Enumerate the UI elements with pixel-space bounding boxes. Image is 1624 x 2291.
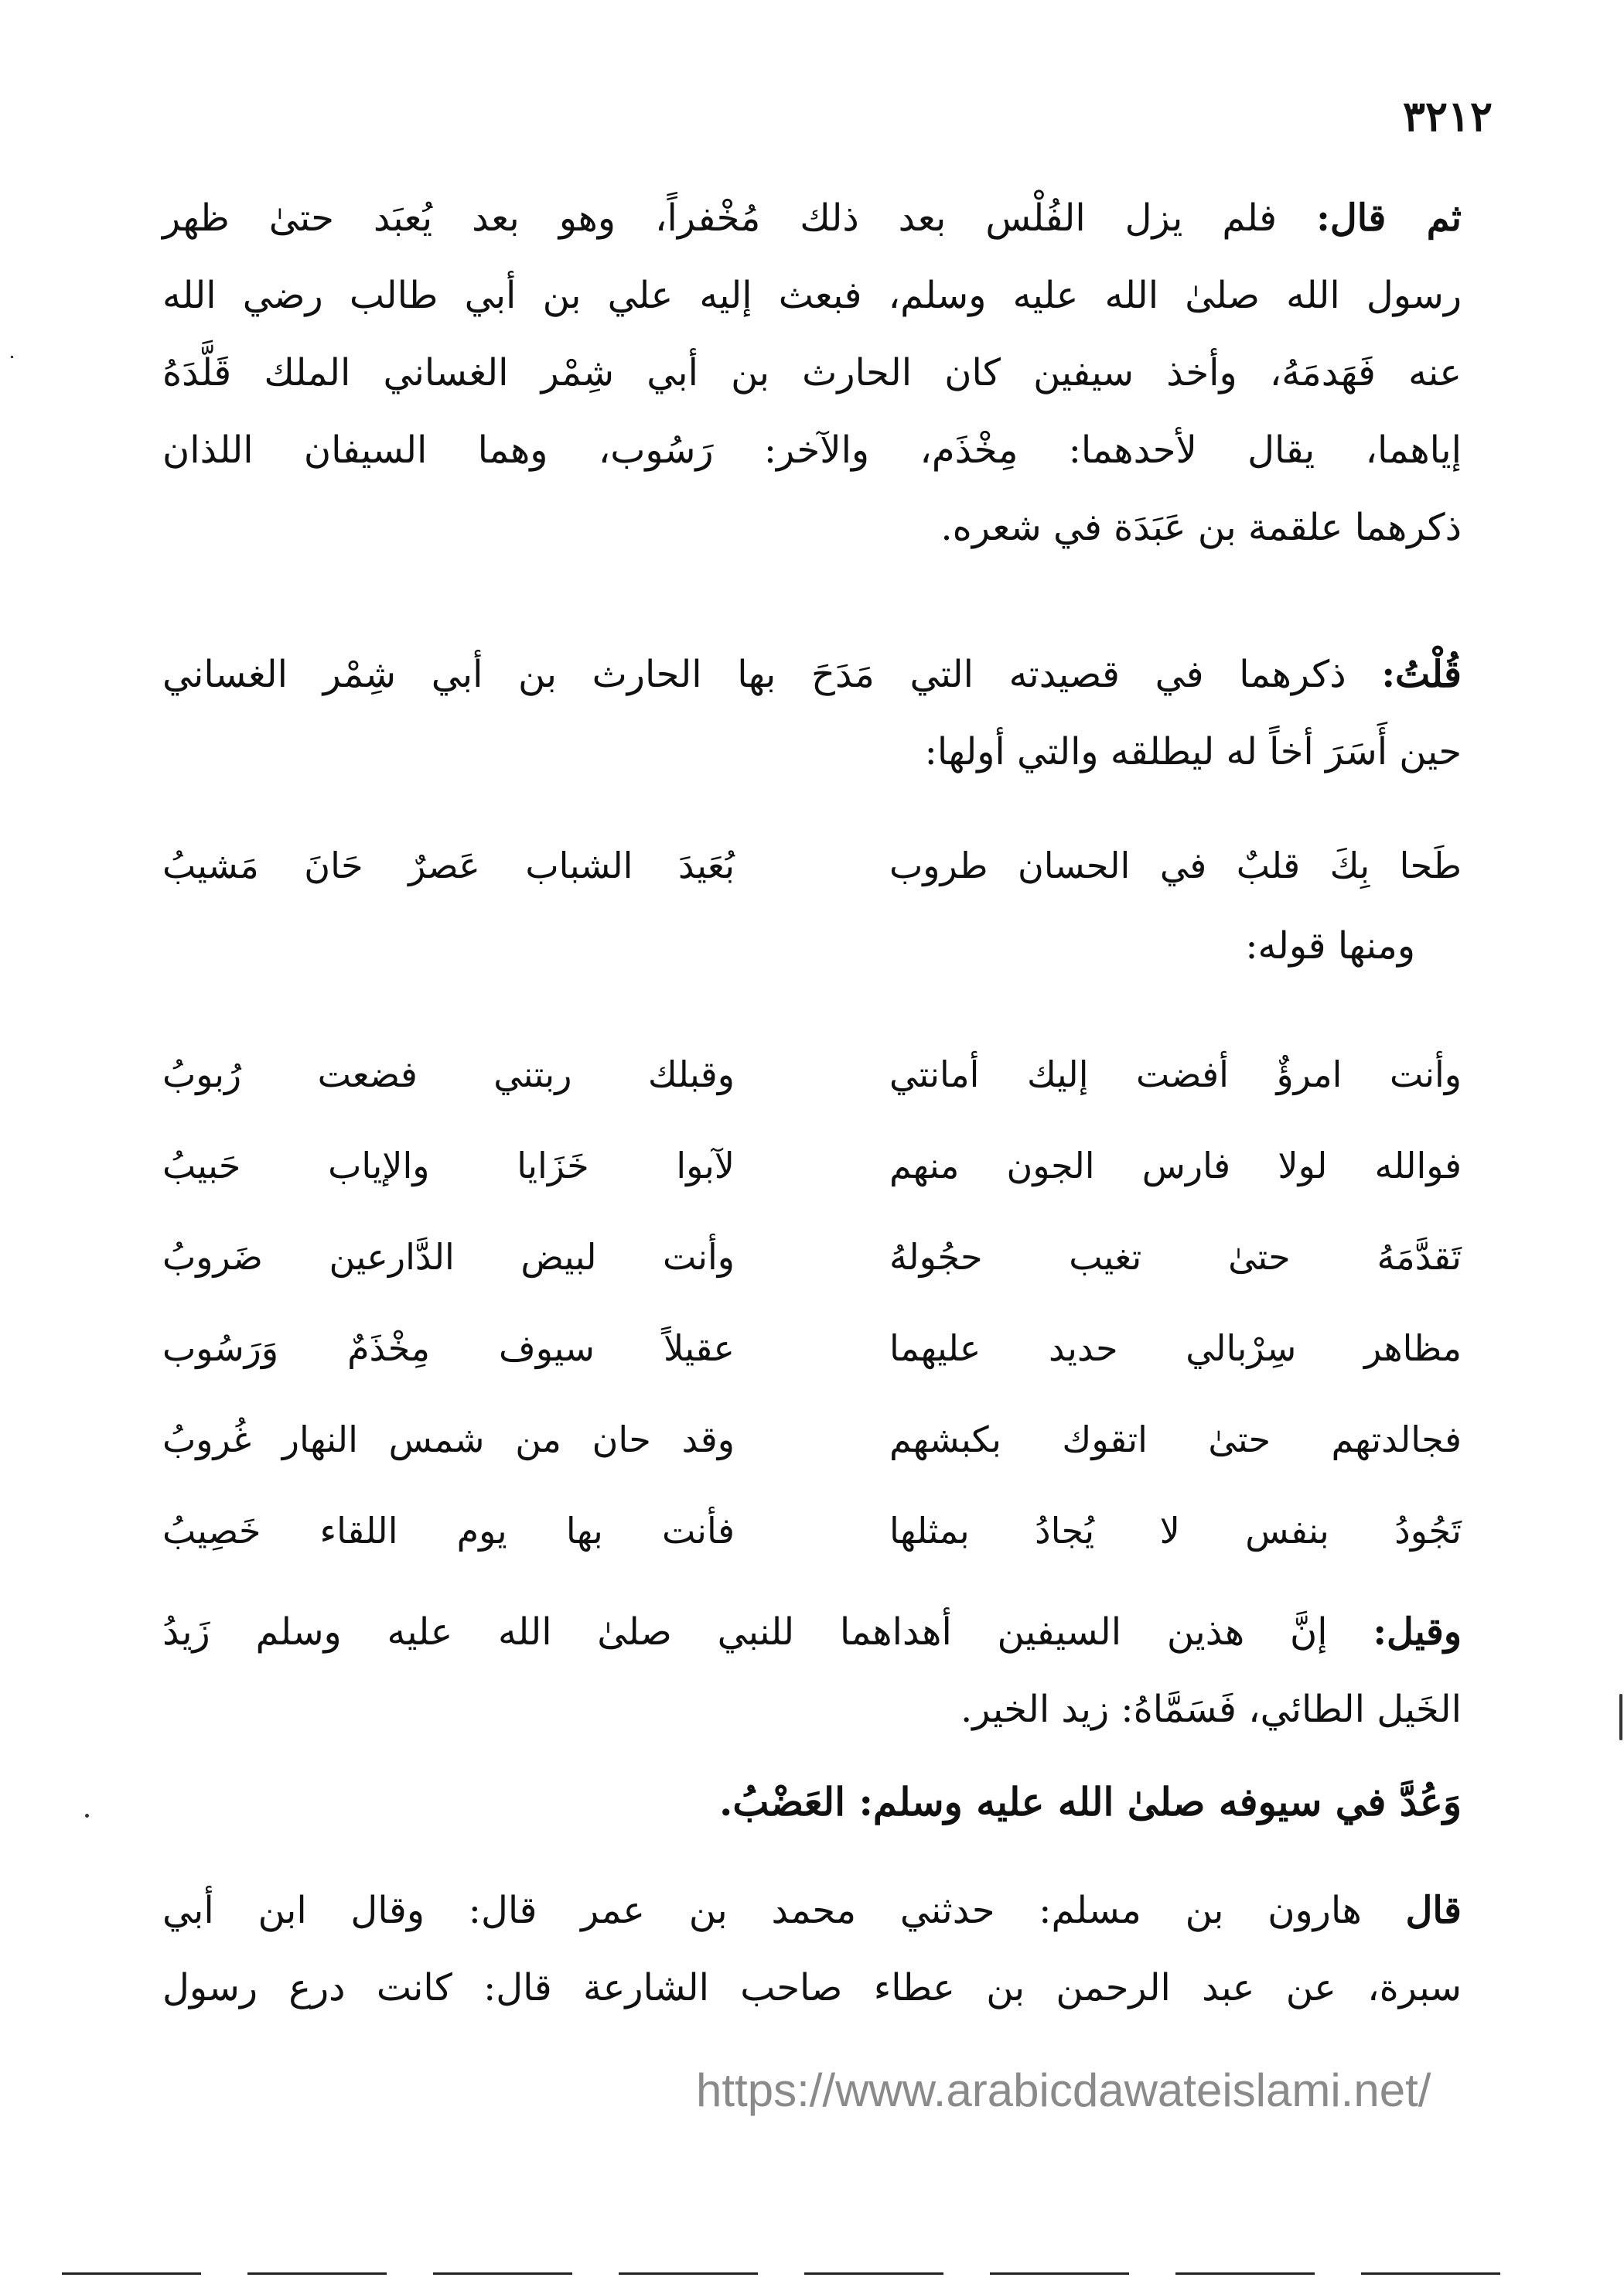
verse-row [162, 1120, 1462, 1211]
scan-speck [85, 1814, 89, 1818]
verse-first-hemistich: طَحا بِكَ قلبٌ في الحسان طروب [889, 845, 1462, 886]
paragraph-text: ذكرهما في قصيدته التي مَدَحَ بها الحارث بن أبي شِمْر الغساني [162, 653, 1346, 696]
verse-row [162, 1303, 1462, 1394]
paragraph-line: رسول الله صلىٰ الله عليه وسلم، فبعث إليه علي بن أبي طالب رضي الله [162, 274, 1462, 317]
verse-first-hemistich: تَقدَّمَهُ حتىٰ تغيب حجُولهُ [889, 1236, 1462, 1278]
verse-second-hemistich: وقد حان من شمس النهار غُروبُ [162, 1419, 735, 1460]
paragraph-text: هارون بن مسلم: حدثني محمد بن عمر قال: وقال ابن أبي [162, 1889, 1362, 1932]
verse-first-hemistich: فجالدتهم حتىٰ اتقوك بكبشهم [889, 1419, 1462, 1460]
verse-second-hemistich: بُعَيدَ الشباب عَصرٌ حَانَ مَشيبُ [162, 845, 735, 886]
paragraph-line: ذكرهما علقمة بن عَبَدَة في شعره. [940, 506, 1462, 549]
verse-list [162, 1029, 1462, 1576]
paragraph-line [162, 1593, 1462, 1671]
verse-row [162, 1485, 1462, 1576]
paragraph-line [162, 636, 1462, 713]
verse-opening [162, 820, 1462, 911]
paragraph-lead: قُلْتُ: [1381, 653, 1462, 696]
footer-rule [1361, 2272, 1500, 2275]
verse-first-hemistich: مظاهر سِرْبالي حديد عليهما [889, 1327, 1462, 1369]
footer-rule [62, 2272, 201, 2275]
footer-rule [1175, 2272, 1315, 2275]
verse-second-hemistich: وقبلك ربتني فضعت رُبوبُ [162, 1053, 735, 1095]
verse-second-hemistich: عقيلاً سيوف مِخْذَمٌ وَرَسُوب [162, 1327, 735, 1369]
verse-second-hemistich: لآبوا خَزَايا والإياب حَبيبُ [162, 1145, 735, 1186]
paragraph-text: إنَّ هذين السيفين أهداهما للنبي صلىٰ الله عليه وسلم زَيدُ [162, 1610, 1328, 1654]
footer-rule [990, 2272, 1129, 2275]
scan-edge-mark [1619, 1694, 1622, 1740]
verse-first-hemistich: وأنت امرؤٌ أفضت إليك أمانتي [889, 1053, 1462, 1095]
paragraph-line [162, 1872, 1462, 1949]
paragraph-line: الخَيل الطائي، فَسَمَّاهُ: زيد الخير. [960, 1688, 1462, 1731]
verse-first-hemistich: فوالله لولا فارس الجون منهم [889, 1145, 1462, 1186]
verse-second-hemistich: وأنت لبيض الدَّارعين ضَروبُ [162, 1236, 735, 1278]
verse-second-hemistich: فأنت بها يوم اللقاء خَصِيبُ [162, 1510, 735, 1552]
paragraph-lead: قال [1405, 1889, 1462, 1932]
paragraph-3 [162, 1593, 1462, 1748]
footer-rules [62, 2272, 1578, 2277]
footer-rule [804, 2272, 943, 2275]
paragraph-line: حين أَسَرَ أخاً له ليطلقه والتي أولها: [924, 730, 1462, 773]
page-number: ٣٢١٢ [1402, 91, 1493, 141]
footer-rule [433, 2272, 572, 2275]
verse-first-hemistich: تَجُودُ بنفس لا يُجادُ بمثلها [889, 1510, 1462, 1552]
paragraph-1 [162, 179, 1462, 566]
scan-speck [11, 356, 13, 358]
paragraph-lead: ثم قال: [1316, 196, 1462, 240]
verse-row [162, 1029, 1462, 1120]
paragraph-2 [162, 636, 1462, 790]
paragraph-line [162, 179, 1462, 257]
verse-row [162, 820, 1462, 911]
paragraph-text: فلم يزل الفُلْس بعد ذلك مُخْفراً، وهو بعد يُعبَد حتىٰ ظهر [162, 196, 1278, 240]
paragraph-line: عنه فَهَدمَهُ، وأخذ سيفين كان الحارث بن أبي شِمْر الغساني الملك قَلَّدَهُ [162, 351, 1462, 394]
verse-intro: ومنها قوله: [1245, 924, 1415, 968]
footer-rule [247, 2272, 387, 2275]
verse-row [162, 1211, 1462, 1303]
paragraph-5 [162, 1872, 1462, 2026]
verse-row [162, 1394, 1462, 1485]
paragraph-4: وَعُدَّ في سيوفه صلىٰ الله عليه وسلم: العَضْبُ. [718, 1779, 1462, 1825]
paragraph-line: سبرة، عن عبد الرحمن بن عطاء صاحب الشارعة قال: كانت درع رسول [162, 1966, 1462, 2009]
footer-rule [619, 2272, 758, 2275]
watermark-url: https://www.arabicdawateislami.net/ [696, 2064, 1431, 2116]
paragraph-line: إياهما، يقال لأحدهما: مِخْذَم، والآخر: رَسُوب، وهما السيفان اللذان [162, 428, 1462, 472]
paragraph-lead: وقيل: [1373, 1610, 1462, 1654]
